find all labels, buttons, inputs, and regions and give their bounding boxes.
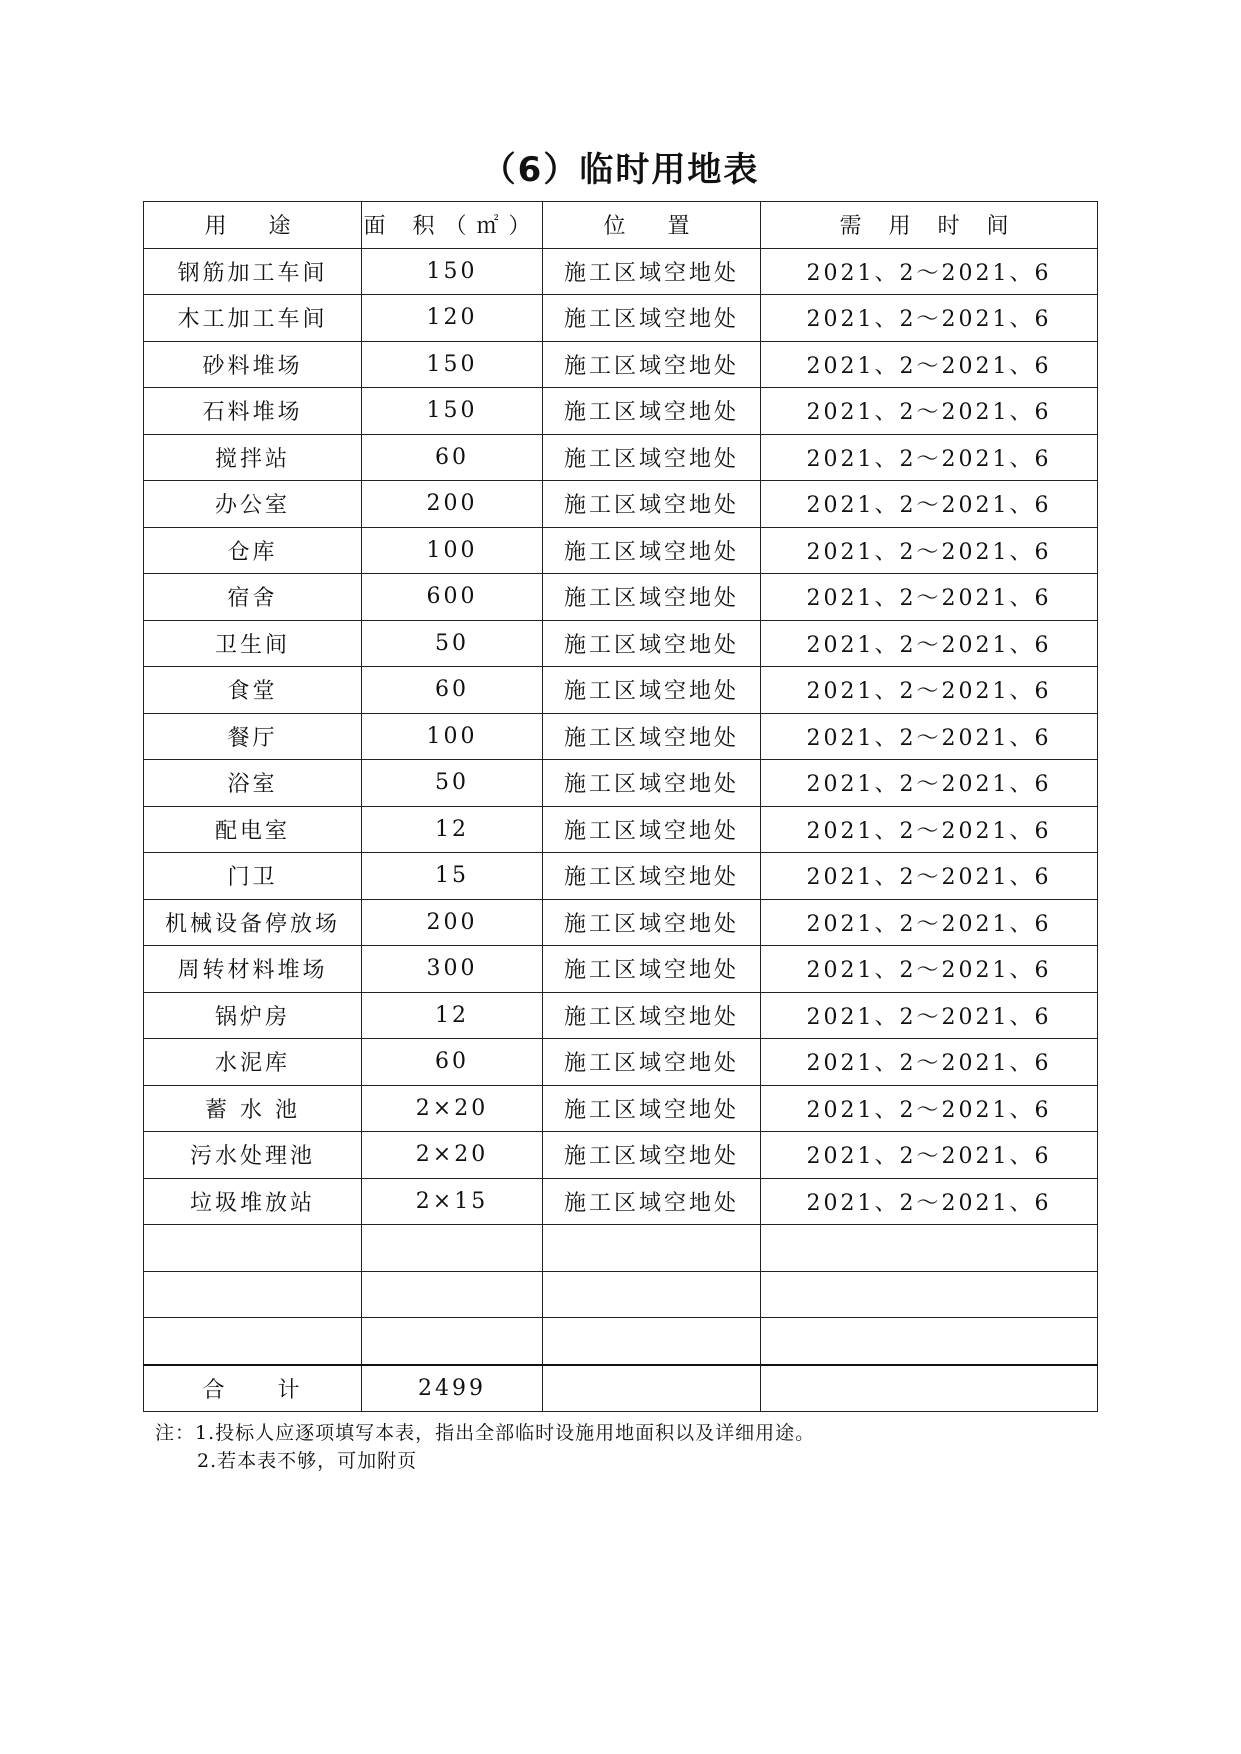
page-title: （6）临时用地表	[481, 150, 760, 190]
table-row	[144, 1039, 1098, 1086]
cell-time	[761, 1225, 1098, 1272]
cell-usage	[144, 1318, 362, 1365]
cell-time: 2021、2～2021、6	[761, 1039, 1098, 1086]
notes	[155, 1419, 815, 1475]
cell-area: 50	[362, 760, 543, 807]
cell-time	[761, 1318, 1098, 1365]
table-row	[144, 481, 1098, 528]
table-row	[144, 1178, 1098, 1225]
cell-location: 施工区域空地处	[543, 1178, 761, 1225]
cell-area: 2×20	[362, 1085, 543, 1132]
cell-area: 60	[362, 1039, 543, 1086]
total-row	[144, 1365, 1098, 1412]
cell-area	[362, 1225, 543, 1272]
cell-usage: 周转材料堆场	[144, 946, 362, 993]
cell-usage: 办公室	[144, 481, 362, 528]
cell-time: 2021、2～2021、6	[761, 481, 1098, 528]
cell-time: 2021、2～2021、6	[761, 760, 1098, 807]
cell-location: 施工区域空地处	[543, 713, 761, 760]
total-time	[761, 1365, 1098, 1412]
table-row	[144, 248, 1098, 295]
cell-location: 施工区域空地处	[543, 853, 761, 900]
cell-area: 2×20	[362, 1132, 543, 1179]
cell-time: 2021、2～2021、6	[761, 388, 1098, 435]
cell-area: 60	[362, 667, 543, 714]
cell-area	[362, 1271, 543, 1318]
cell-usage	[144, 1271, 362, 1318]
cell-time: 2021、2～2021、6	[761, 806, 1098, 853]
cell-usage: 锅炉房	[144, 992, 362, 1039]
header-time: 需 用 时 间	[761, 202, 1098, 249]
cell-usage: 食堂	[144, 667, 362, 714]
cell-usage: 门卫	[144, 853, 362, 900]
cell-usage: 水泥库	[144, 1039, 362, 1086]
cell-location: 施工区域空地处	[543, 1039, 761, 1086]
temporary-land-table	[143, 201, 1098, 1412]
note-line-2: 2.若本表不够，可加附页	[197, 1450, 418, 1472]
cell-area	[362, 1318, 543, 1365]
cell-area: 12	[362, 806, 543, 853]
header-location: 位 置	[543, 202, 761, 249]
cell-location: 施工区域空地处	[543, 295, 761, 342]
table-row	[144, 388, 1098, 435]
table-row	[144, 295, 1098, 342]
cell-location: 施工区域空地处	[543, 946, 761, 993]
cell-usage: 仓库	[144, 527, 362, 574]
table-row	[144, 434, 1098, 481]
cell-location: 施工区域空地处	[543, 574, 761, 621]
cell-location	[543, 1318, 761, 1365]
total-location	[543, 1365, 761, 1412]
cell-area: 100	[362, 527, 543, 574]
cell-area: 300	[362, 946, 543, 993]
cell-usage: 卫生间	[144, 620, 362, 667]
cell-usage: 钢筋加工车间	[144, 248, 362, 295]
cell-time: 2021、2～2021、6	[761, 341, 1098, 388]
cell-time: 2021、2～2021、6	[761, 1085, 1098, 1132]
cell-time: 2021、2～2021、6	[761, 620, 1098, 667]
cell-location	[543, 1271, 761, 1318]
cell-area: 2×15	[362, 1178, 543, 1225]
cell-time: 2021、2～2021、6	[761, 667, 1098, 714]
cell-time: 2021、2～2021、6	[761, 1178, 1098, 1225]
cell-time: 2021、2～2021、6	[761, 248, 1098, 295]
cell-area: 120	[362, 295, 543, 342]
cell-usage: 砂料堆场	[144, 341, 362, 388]
cell-time: 2021、2～2021、6	[761, 527, 1098, 574]
cell-usage: 机械设备停放场	[144, 899, 362, 946]
table-header-row	[144, 202, 1098, 249]
cell-usage: 搅拌站	[144, 434, 362, 481]
cell-time: 2021、2～2021、6	[761, 434, 1098, 481]
table-row	[144, 853, 1098, 900]
table-row-empty	[144, 1225, 1098, 1272]
table-row	[144, 946, 1098, 993]
cell-location: 施工区域空地处	[543, 992, 761, 1039]
cell-location: 施工区域空地处	[543, 341, 761, 388]
total-area: 2499	[362, 1365, 543, 1412]
cell-time: 2021、2～2021、6	[761, 574, 1098, 621]
cell-time: 2021、2～2021、6	[761, 1132, 1098, 1179]
cell-usage: 蓄 水 池	[144, 1085, 362, 1132]
table-row	[144, 899, 1098, 946]
table-row	[144, 806, 1098, 853]
cell-area: 200	[362, 481, 543, 528]
cell-location: 施工区域空地处	[543, 434, 761, 481]
table-row	[144, 527, 1098, 574]
table-row	[144, 620, 1098, 667]
table-row	[144, 1132, 1098, 1179]
cell-usage: 餐厅	[144, 713, 362, 760]
cell-usage: 垃圾堆放站	[144, 1178, 362, 1225]
table-row	[144, 341, 1098, 388]
cell-location: 施工区域空地处	[543, 899, 761, 946]
cell-area: 150	[362, 341, 543, 388]
cell-area: 150	[362, 248, 543, 295]
table-row	[144, 992, 1098, 1039]
table-row	[144, 1085, 1098, 1132]
cell-location: 施工区域空地处	[543, 1132, 761, 1179]
cell-time: 2021、2～2021、6	[761, 992, 1098, 1039]
cell-usage: 污水处理池	[144, 1132, 362, 1179]
cell-location: 施工区域空地处	[543, 388, 761, 435]
cell-area: 50	[362, 620, 543, 667]
cell-area: 15	[362, 853, 543, 900]
table-row	[144, 574, 1098, 621]
table-row	[144, 667, 1098, 714]
cell-time: 2021、2～2021、6	[761, 295, 1098, 342]
header-area: 面 积（㎡）	[362, 202, 543, 249]
table-row	[144, 713, 1098, 760]
cell-area: 100	[362, 713, 543, 760]
cell-area: 600	[362, 574, 543, 621]
cell-location	[543, 1225, 761, 1272]
cell-time	[761, 1271, 1098, 1318]
cell-location: 施工区域空地处	[543, 667, 761, 714]
cell-location: 施工区域空地处	[543, 760, 761, 807]
header-usage: 用 途	[144, 202, 362, 249]
total-label: 合 计	[144, 1365, 362, 1412]
table-row-empty	[144, 1271, 1098, 1318]
cell-location: 施工区域空地处	[543, 527, 761, 574]
cell-location: 施工区域空地处	[543, 1085, 761, 1132]
cell-usage	[144, 1225, 362, 1272]
cell-time: 2021、2～2021、6	[761, 899, 1098, 946]
table-row-empty	[144, 1318, 1098, 1365]
note-line-1: 注：1.投标人应逐项填写本表，指出全部临时设施用地面积以及详细用途。	[155, 1422, 816, 1444]
cell-usage: 配电室	[144, 806, 362, 853]
cell-time: 2021、2～2021、6	[761, 853, 1098, 900]
cell-time: 2021、2～2021、6	[761, 713, 1098, 760]
cell-usage: 浴室	[144, 760, 362, 807]
cell-area: 60	[362, 434, 543, 481]
cell-location: 施工区域空地处	[543, 806, 761, 853]
cell-location: 施工区域空地处	[543, 620, 761, 667]
cell-area: 12	[362, 992, 543, 1039]
cell-usage: 木工加工车间	[144, 295, 362, 342]
cell-usage: 石料堆场	[144, 388, 362, 435]
cell-location: 施工区域空地处	[543, 248, 761, 295]
cell-usage: 宿舍	[144, 574, 362, 621]
table-row	[144, 760, 1098, 807]
cell-time: 2021、2～2021、6	[761, 946, 1098, 993]
cell-area: 200	[362, 899, 543, 946]
cell-location: 施工区域空地处	[543, 481, 761, 528]
cell-area: 150	[362, 388, 543, 435]
